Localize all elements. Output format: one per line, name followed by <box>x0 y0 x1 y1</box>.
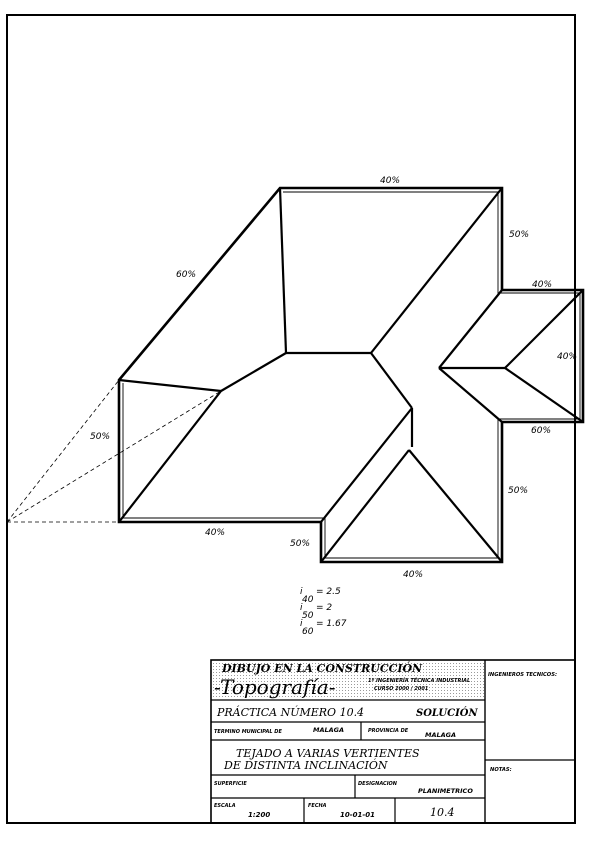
construction-lines <box>7 380 221 522</box>
designation-label: DESIGNACION <box>358 781 397 787</box>
roof-plan <box>7 188 583 562</box>
slope-label-wing-end: 40% <box>557 352 578 362</box>
formula-symbol: i <box>300 619 303 629</box>
formula-60 <box>300 619 347 637</box>
slope-label-left-top: 60% <box>176 270 197 280</box>
sheet-border <box>7 15 578 823</box>
title-block <box>211 660 575 823</box>
formula-symbol: i <box>300 587 303 597</box>
slope-label-right-lower: 50% <box>508 486 529 496</box>
slope-label-bottom-left: 40% <box>205 528 226 538</box>
sheet-number: 10.4 <box>430 806 455 819</box>
slope-formulas <box>300 587 347 637</box>
scale-label: ESCALA <box>214 803 236 809</box>
formula-value: = 1.67 <box>316 619 347 629</box>
slope-label-left-end: 50% <box>90 432 111 442</box>
formula-value: = 2.5 <box>316 587 341 597</box>
formula-subscript: 60 <box>302 627 314 637</box>
surface-label: SUPERFICIE <box>214 781 247 787</box>
description-line-1: TEJADO A VARIAS VERTIENTES <box>236 747 420 760</box>
engineers-label: INGENIEROS TECNICOS: <box>488 672 558 678</box>
scale-value: 1:200 <box>248 811 271 819</box>
slope-label-wing-top: 40% <box>532 280 553 290</box>
ridges-hips <box>119 188 583 562</box>
slope-label-wing-bottom: 60% <box>531 426 552 436</box>
formula-subscript: 50 <box>302 611 314 621</box>
school-name: 1º INGENIERÍA TÉCNICA INDUSTRIAL <box>368 678 471 684</box>
slope-label-notch: 50% <box>290 539 311 549</box>
slope-label-bottom-right: 40% <box>403 570 424 580</box>
municipality-value: MALAGA <box>313 726 345 734</box>
province-label: PROVINCIA DE <box>368 728 409 734</box>
designation-value: PLANIMETRICO <box>418 787 473 795</box>
formula-value: = 2 <box>316 603 333 613</box>
date-label: FECHA <box>308 803 327 809</box>
municipality-label: TERMINO MUNICIPAL DE <box>214 729 282 735</box>
eaves-inner-line <box>123 192 580 558</box>
slope-labels <box>90 176 577 580</box>
solution-label: SOLUCIÓN <box>416 708 478 719</box>
formula-subscript: 40 <box>302 595 314 605</box>
date-value: 10-01-01 <box>340 811 376 819</box>
formula-symbol: i <box>300 603 303 613</box>
notes-label: NOTAS: <box>490 767 512 773</box>
subject-title: -Topografía- <box>214 675 336 699</box>
course-title: DIBUJO EN LA CONSTRUCCIÓN <box>222 662 423 675</box>
description-line-2: DE DISTINTA INCLINACIÓN <box>224 759 388 772</box>
course-year: CURSO 2000 / 2001 <box>374 686 429 692</box>
slope-label-top: 40% <box>380 176 401 186</box>
province-value: MALAGA <box>425 731 457 739</box>
slope-label-right-upper: 50% <box>509 230 530 240</box>
practice-number: PRÁCTICA NÚMERO 10.4 <box>217 706 365 719</box>
